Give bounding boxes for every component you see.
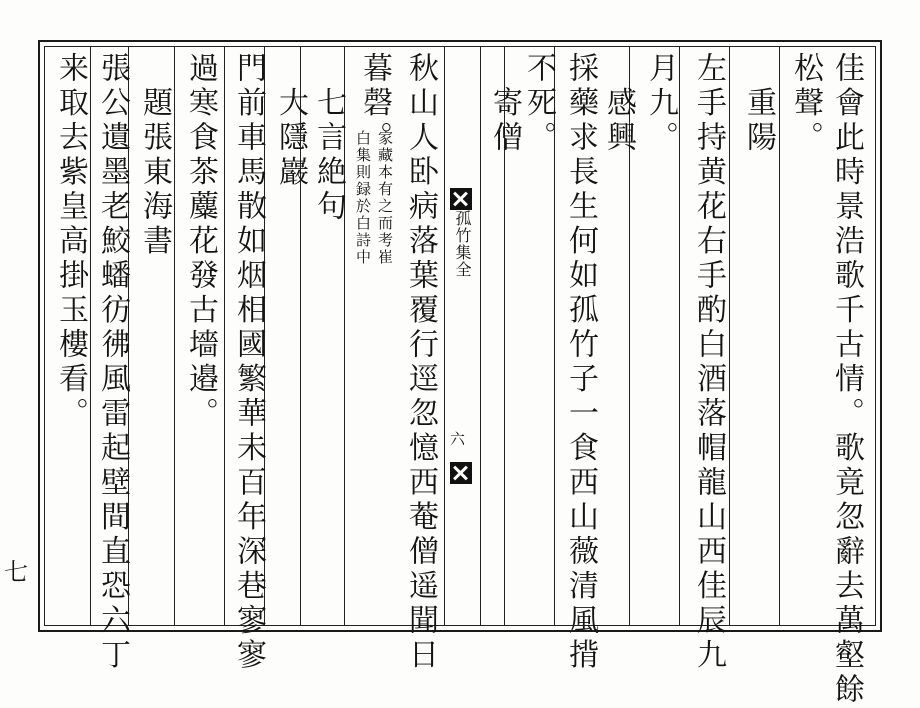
text-column: 七言絶句 [311, 52, 346, 225]
text-column: 来取去紫皇高掛玉樓看。 [53, 52, 88, 432]
text-column: 感興 [601, 52, 636, 156]
text-column: 張公遺墨老鮫蟠彷彿風雷起壁間直恐六丁 [95, 52, 130, 673]
annotation-column: 白集則録於白詩中 [354, 130, 372, 266]
fold-page-number: 六 [450, 430, 466, 448]
text-column: 門前車馬散如烟相國繁華未百年深巷寥寥 [231, 52, 266, 673]
text-column: 佳會此時景浩歌千古情。歌竟忽辭去萬壑餘 [829, 52, 864, 708]
text-column: 秋山人卧病落葉覆行逕忽憶西菴僧遥聞日 [403, 52, 438, 673]
fold-title: 孤竹集全 [453, 210, 472, 278]
column-rule [779, 46, 780, 626]
text-column: 月九。 [643, 52, 678, 156]
text-column: 松聲。 [788, 52, 823, 156]
text-column: 大隱巖 [273, 52, 308, 190]
column-rule [224, 46, 225, 626]
text-column: 不死。 [521, 52, 556, 156]
text-column: 暮磬。 [357, 52, 392, 156]
outside-page-number: 七 [4, 558, 28, 586]
text-column: 採藥求長生何如孤竹子一食西山薇清風揹 [563, 52, 598, 673]
fish-tail-mark-top [450, 188, 472, 210]
text-column: 題張東海書 [137, 52, 172, 259]
column-rule [480, 46, 481, 626]
text-column: 寄僧 [487, 52, 522, 156]
column-rule [729, 46, 730, 626]
column-rule [174, 46, 175, 626]
column-rule [444, 46, 445, 626]
fish-tail-mark-bottom [450, 462, 472, 484]
text-column: 左手持黄花右手酌白酒落帽龍山西佳辰九 [691, 52, 726, 673]
column-rule [90, 46, 91, 626]
text-column: 過寒食茶蘪花發古墻邉。 [183, 52, 218, 432]
text-column: 重陽 [741, 52, 776, 156]
annotation-column: 家藏本有之而考崔 [376, 130, 394, 266]
